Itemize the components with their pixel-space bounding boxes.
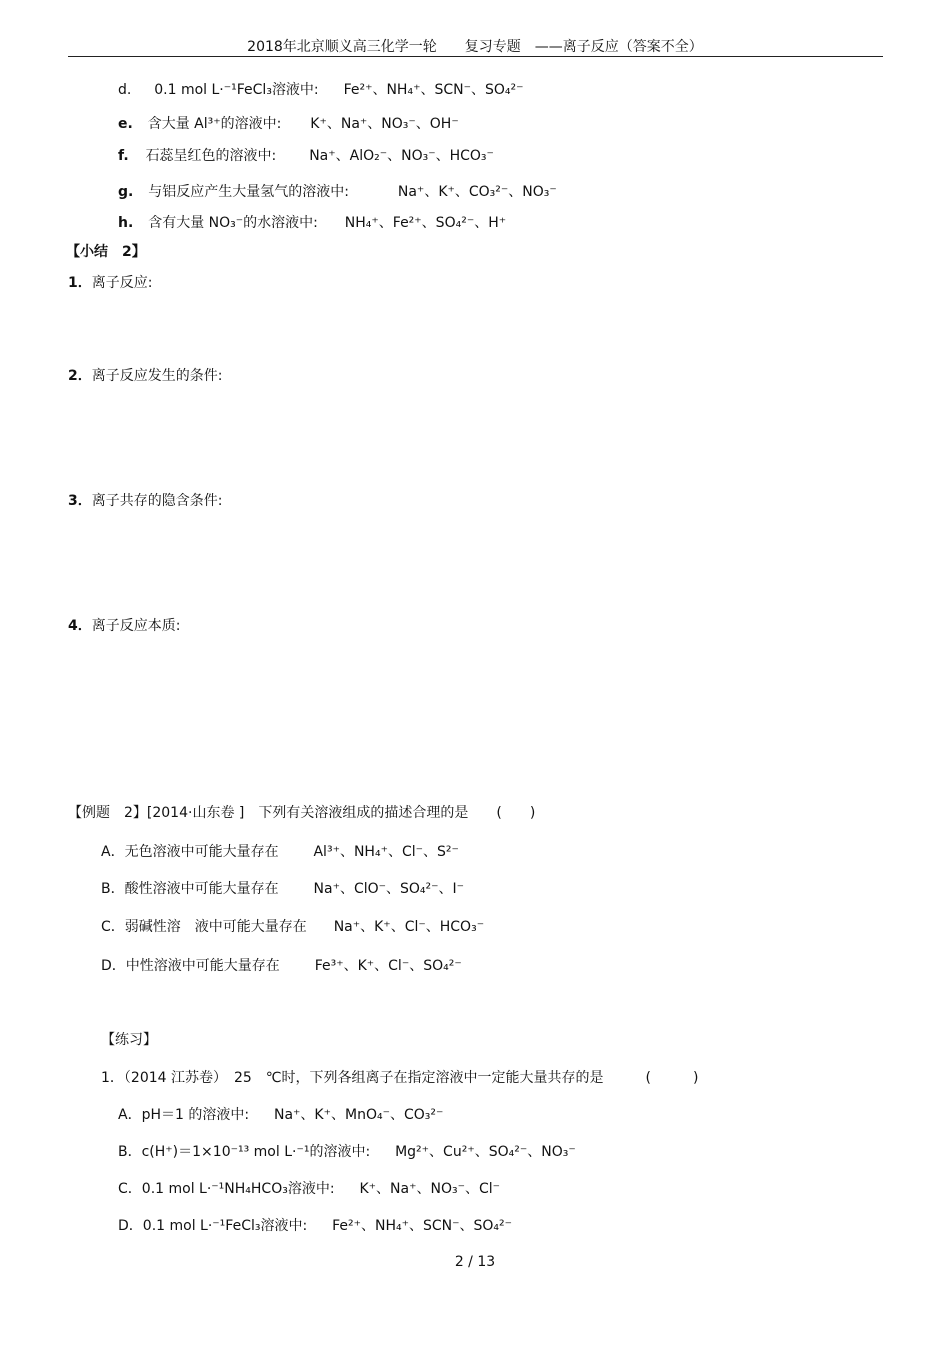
practice-option-c-condition: 0.1 mol L·⁻¹NH₄HCO₃溶液中: bbox=[141, 1181, 335, 1197]
item-g bbox=[118, 182, 557, 202]
item-e-ions: K⁺、Na⁺、NO₃⁻、OH⁻ bbox=[310, 116, 459, 132]
example-option-b-label: B． bbox=[101, 881, 125, 897]
summary-item-4 bbox=[68, 616, 180, 636]
summary-item-1-text: 离子反应: bbox=[91, 275, 153, 291]
practice-option-c-label: C． bbox=[118, 1181, 142, 1197]
summary-item-3-num: 3． bbox=[68, 493, 92, 509]
page-header: 2018年北京顺义高三化学一轮 复习专题 ——离子反应（答案不全） bbox=[247, 39, 703, 55]
summary-heading: 【小结 2】 bbox=[66, 244, 146, 260]
practice-question: 1．（2014 江苏卷） 25 ℃时，下列各组离子在指定溶液中一定能大量共存的是 ( ) bbox=[101, 1070, 699, 1086]
practice-option-d-condition: 0.1 mol L·⁻¹FeCl₃溶液中: bbox=[142, 1218, 308, 1234]
practice-option-b-condition: c(H⁺)＝1×10⁻¹³ mol L·⁻¹的溶液中: bbox=[141, 1144, 371, 1160]
practice-option-a-label: A． bbox=[118, 1107, 142, 1123]
practice-option-c bbox=[118, 1179, 500, 1199]
practice-option-a bbox=[118, 1105, 443, 1125]
example-option-c-label: C． bbox=[101, 919, 125, 935]
practice-option-a-ions: Na⁺、K⁺、MnO₄⁻、CO₃²⁻ bbox=[273, 1107, 444, 1123]
header-divider bbox=[68, 56, 883, 57]
example-option-d-condition: 中性溶液中可能大量存在 bbox=[125, 958, 280, 974]
practice-option-d-label: D． bbox=[118, 1218, 143, 1234]
example-option-c bbox=[101, 917, 484, 937]
summary-item-3-text: 离子共存的隐含条件: bbox=[91, 493, 223, 509]
summary-item-4-num: 4． bbox=[68, 618, 92, 634]
item-f-ions: Na⁺、AlO₂⁻、NO₃⁻、HCO₃⁻ bbox=[309, 148, 494, 164]
item-f-letter: f. bbox=[118, 148, 129, 164]
item-h-condition: 含有大量 NO₃⁻的水溶液中: bbox=[148, 215, 318, 231]
summary-item-2-text: 离子反应发生的条件: bbox=[91, 368, 223, 384]
example-option-c-ions: Na⁺、K⁺、Cl⁻、HCO₃⁻ bbox=[333, 919, 485, 935]
example-option-a bbox=[101, 842, 459, 862]
item-h-letter: h. bbox=[118, 215, 134, 231]
summary-item-1 bbox=[68, 273, 152, 293]
practice-option-c-ions: K⁺、Na⁺、NO₃⁻、Cl⁻ bbox=[359, 1181, 501, 1197]
practice-option-d-ions: Fe²⁺、NH₄⁺、SCN⁻、SO₄²⁻ bbox=[332, 1218, 513, 1234]
example-option-a-ions: Al³⁺、NH₄⁺、Cl⁻、S²⁻ bbox=[313, 844, 459, 860]
example-option-c-condition: 弱碱性溶 液中可能大量存在 bbox=[124, 919, 307, 935]
item-f bbox=[118, 146, 494, 166]
item-f-condition: 石蕊呈红色的溶液中: bbox=[145, 148, 277, 164]
item-h bbox=[118, 213, 506, 233]
item-d-letter: d. bbox=[118, 82, 132, 98]
example-option-d-ions: Fe³⁺、K⁺、Cl⁻、SO₄²⁻ bbox=[314, 958, 462, 974]
example-option-d-label: D． bbox=[101, 958, 126, 974]
example-option-b-condition: 酸性溶液中可能大量存在 bbox=[124, 881, 279, 897]
example-heading: 【例题 2】[2014·山东卷 ] 下列有关溶液组成的描述合理的是 ( ) bbox=[68, 805, 536, 821]
item-d-condition: 0.1 mol L·⁻¹FeCl₃溶液中: bbox=[154, 82, 319, 98]
item-d-ions: Fe²⁺、NH₄⁺、SCN⁻、SO₄²⁻ bbox=[343, 82, 524, 98]
item-h-ions: NH₄⁺、Fe²⁺、SO₄²⁻、H⁺ bbox=[344, 215, 507, 231]
practice-option-b-ions: Mg²⁺、Cu²⁺、SO₄²⁻、NO₃⁻ bbox=[395, 1144, 576, 1160]
item-e-condition: 含大量 Al³⁺的溶液中: bbox=[147, 116, 282, 132]
summary-item-1-num: 1． bbox=[68, 275, 92, 291]
item-e bbox=[118, 114, 459, 134]
summary-item-3 bbox=[68, 491, 222, 511]
item-g-letter: g. bbox=[118, 184, 134, 200]
summary-item-2 bbox=[68, 366, 222, 386]
practice-heading: 【练习】 bbox=[101, 1032, 157, 1048]
item-e-letter: e. bbox=[118, 116, 133, 132]
item-g-condition: 与铝反应产生大量氢气的溶液中: bbox=[148, 184, 349, 200]
item-d bbox=[118, 80, 524, 100]
item-g-ions: Na⁺、K⁺、CO₃²⁻、NO₃⁻ bbox=[397, 184, 557, 200]
example-option-d bbox=[101, 956, 462, 976]
page-number: 2 / 13 bbox=[454, 1254, 496, 1270]
example-option-a-condition: 无色溶液中可能大量存在 bbox=[124, 844, 279, 860]
summary-item-2-num: 2． bbox=[68, 368, 92, 384]
practice-option-b bbox=[118, 1142, 576, 1162]
summary-item-4-text: 离子反应本质: bbox=[91, 618, 181, 634]
example-option-b-ions: Na⁺、ClO⁻、SO₄²⁻、I⁻ bbox=[313, 881, 465, 897]
practice-option-b-label: B． bbox=[118, 1144, 142, 1160]
practice-option-a-condition: pH＝1 的溶液中: bbox=[141, 1107, 250, 1123]
example-option-a-label: A． bbox=[101, 844, 125, 860]
example-option-b bbox=[101, 879, 464, 899]
practice-option-d bbox=[118, 1216, 512, 1236]
